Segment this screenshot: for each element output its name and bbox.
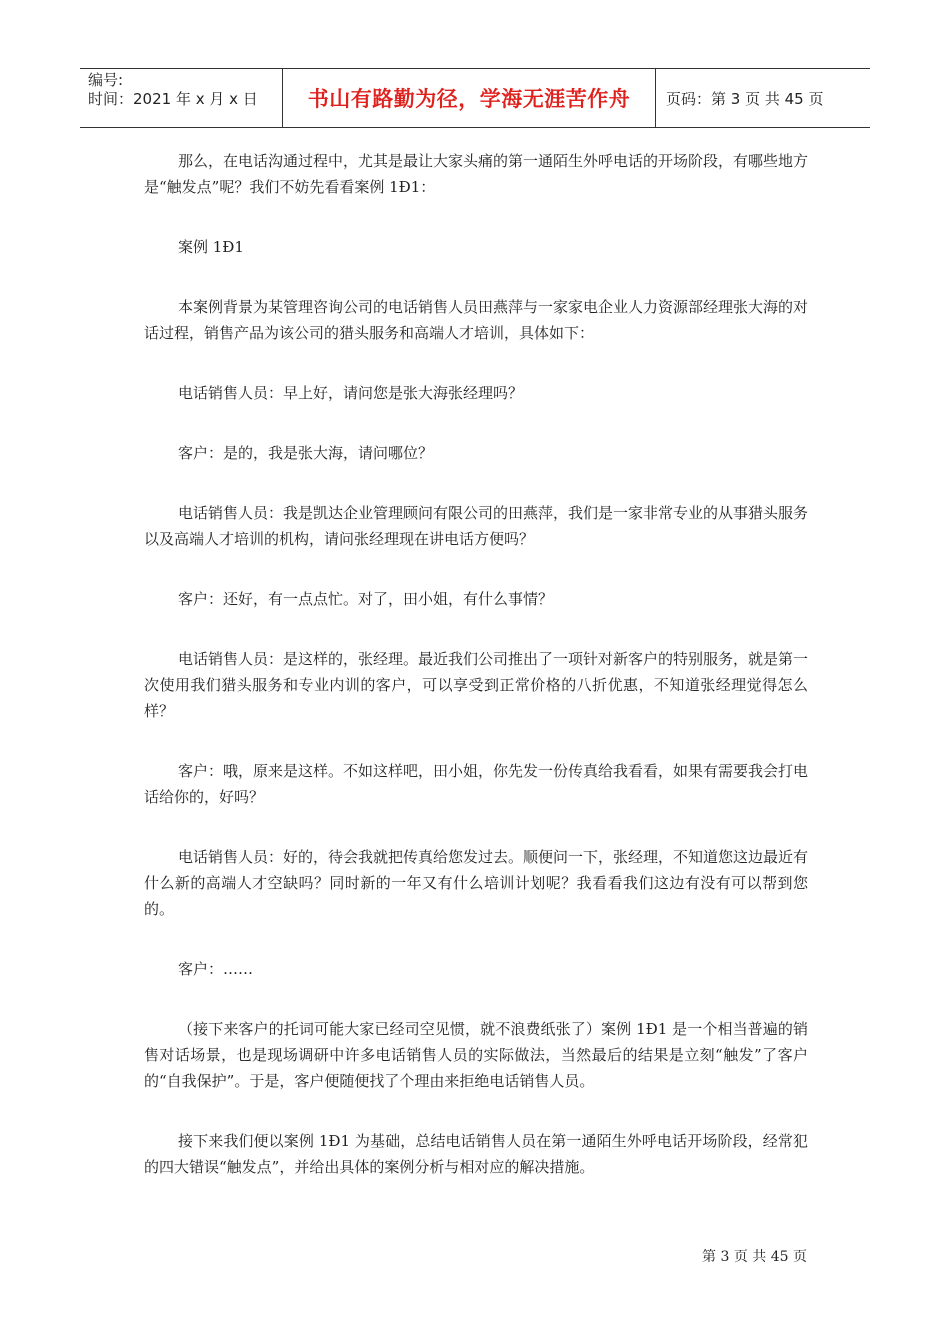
paragraph: （接下来客户的托词可能大家已经司空见惯，就不浪费纸张了）案例 1Ð1 是一个相当普遍的销售对话场景，也是现场调研中许多电话销售人员的实际做法，当然最后的结果是立刻“触发”了客户的“自我保护”。于是，客户便随便找了个理由来拒绝电话销售人员。 xyxy=(144,1020,808,1090)
page-header xyxy=(80,68,870,128)
dialogue-line: 电话销售人员：好的，待会我就把传真给您发过去。顺便问一下，张经理，不知道您这边最近有什么新的高端人才空缺吗？同时新的一年又有什么培训计划呢？我看看我们这边有没有可以帮到您的。 xyxy=(144,848,809,918)
document-date-label: 时间：2021 年 x 月 x 日 xyxy=(88,90,258,108)
dialogue-line: 电话销售人员：是这样的，张经理。最近我们公司推出了一项针对新客户的特别服务，就是第一次使用我们猎头服务和专业内训的客户，可以享受到正常价格的八折优惠，不知道张经理觉得怎么样？ xyxy=(144,650,809,720)
document-body xyxy=(144,148,808,1214)
paragraph: 那么，在电话沟通过程中，尤其是最让大家头痛的第一通陌生外呼电话的开场阶段，有哪些地方是“触发点”呢？我们不妨先看看案例 1Ð1： xyxy=(144,152,809,196)
document-number-label: 编号: xyxy=(88,71,124,89)
header-page-number: 页码：第 3 页 共 45 页 xyxy=(666,89,824,108)
page-footer: 第 3 页 共 45 页 xyxy=(702,1249,807,1265)
paragraph: 接下来我们便以案例 1Ð1 为基础，总结电话销售人员在第一通陌生外呼电话开场阶段，经常犯的四大错误“触发点”，并给出具体的案例分析与相对应的解决措施。 xyxy=(144,1132,808,1176)
paragraph: 本案例背景为某管理咨询公司的电话销售人员田燕萍与一家家电企业人力资源部经理张大海的对话过程，销售产品为该公司的猎头服务和高端人才培训，具体如下： xyxy=(144,298,809,342)
dialogue-line: 客户：是的，我是张大海，请问哪位？ xyxy=(178,444,434,462)
dialogue-line: 电话销售人员：早上好，请问您是张大海张经理吗？ xyxy=(178,384,524,402)
header-motto: 书山有路勤为径，学海无涯苦作舟 xyxy=(282,69,656,127)
dialogue-line: 客户：还好，有一点点忙。对了，田小姐，有什么事情？ xyxy=(178,590,554,608)
dialogue-line: 客户：…… xyxy=(178,960,254,978)
dialogue-line: 客户：哦，原来是这样。不如这样吧，田小姐，你先发一份传真给我看看，如果有需要我会打电话给你的，好吗？ xyxy=(144,762,809,806)
case-heading: 案例 1Ð1 xyxy=(178,238,244,256)
header-meta xyxy=(80,69,282,127)
dialogue-line: 电话销售人员：我是凯达企业管理顾问有限公司的田燕萍，我们是一家非常专业的从事猎头服务以及高端人才培训的机构，请问张经理现在讲电话方便吗？ xyxy=(144,504,809,548)
